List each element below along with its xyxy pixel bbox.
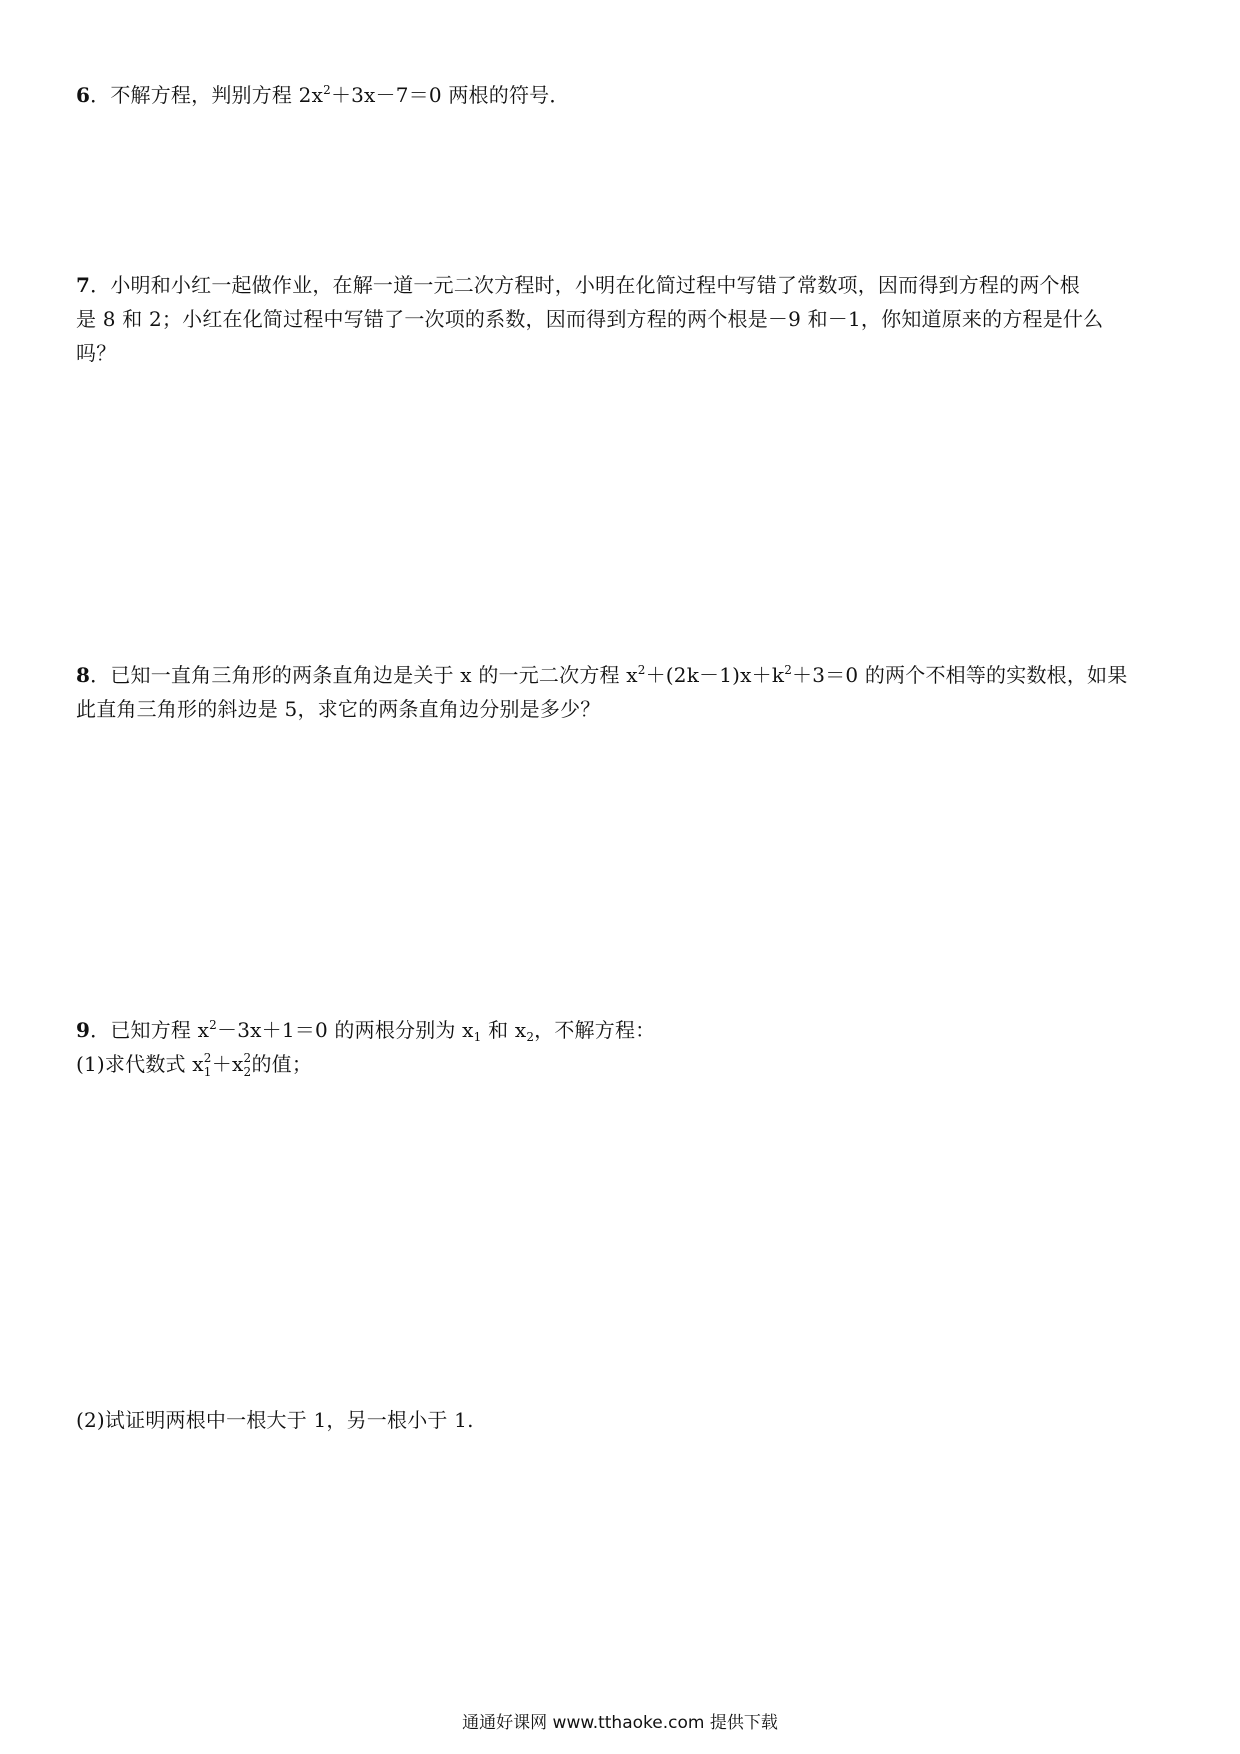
problem-text: －3x＋1＝0 的两根分别为 x xyxy=(217,1018,474,1042)
problem-text: ．已知方程 x xyxy=(90,1018,210,1042)
problem-text: (1)求代数式 x xyxy=(76,1052,204,1076)
problem-text: ＋x xyxy=(211,1052,244,1076)
problem-9-part-2-line: (2)试证明两根中一根大于 1，另一根小于 1. xyxy=(76,1408,474,1432)
problem-7 xyxy=(76,268,1166,370)
problem-6 xyxy=(76,78,1166,112)
exponent: 2 xyxy=(323,83,331,97)
problem-text: ．不解方程，判别方程 2x xyxy=(90,83,324,107)
problem-6-line xyxy=(76,78,1166,112)
problem-number: 7 xyxy=(76,273,91,297)
subscript: 1 xyxy=(473,1030,482,1044)
problem-text: ，不解方程： xyxy=(534,1018,656,1042)
subscript: 1 xyxy=(203,1065,212,1079)
problem-9-part-2 xyxy=(76,1403,1166,1437)
footer-credit: 通通好课网 www.tthaoke.com 提供下载 xyxy=(462,1713,778,1733)
problem-7-line-3: 吗？ xyxy=(76,341,117,365)
problem-8-line-1 xyxy=(76,658,1166,692)
exponent: 2 xyxy=(243,1051,252,1065)
exponent-subscript xyxy=(203,1051,212,1079)
exponent: 2 xyxy=(637,663,646,677)
problem-7-line-1 xyxy=(76,268,1166,302)
problem-number: 9 xyxy=(76,1018,91,1042)
problem-text: 和 x xyxy=(481,1018,527,1042)
exponent: 2 xyxy=(784,663,793,677)
problem-9 xyxy=(76,1013,1166,1081)
problem-number: 8 xyxy=(76,663,91,687)
subscript: 2 xyxy=(243,1065,252,1079)
problem-8 xyxy=(76,658,1166,726)
problem-text: ．已知一直角三角形的两条直角边是关于 x 的一元二次方程 x xyxy=(90,663,638,687)
problem-text: ＋(2k－1)x＋k xyxy=(645,663,785,687)
problem-9-line-1 xyxy=(76,1013,1166,1047)
problem-text: ＋3x－7＝0 两根的符号． xyxy=(330,83,570,107)
subscript: 2 xyxy=(526,1030,535,1044)
exponent: 2 xyxy=(203,1051,212,1065)
problem-text: ＋3＝0 的两个不相等的实数根，如果 xyxy=(792,663,1128,687)
problem-8-line-2: 此直角三角形的斜边是 5，求它的两条直角边分别是多少？ xyxy=(76,697,601,721)
exponent: 2 xyxy=(209,1018,218,1032)
problem-text: ．小明和小红一起做作业，在解一道一元二次方程时，小明在化简过程中写错了常数项，因而得到方程的两个根 xyxy=(90,273,1080,297)
problem-text: 的值； xyxy=(251,1052,313,1076)
problem-9-part-1 xyxy=(76,1047,1166,1081)
problem-number: 6 xyxy=(76,83,91,107)
problem-7-line-2: 是 8 和 2；小红在化简过程中写错了一次项的系数，因而得到方程的两个根是－9 和－1，你知道原来的方程是什么 xyxy=(76,307,1104,331)
exponent-subscript xyxy=(243,1051,252,1079)
